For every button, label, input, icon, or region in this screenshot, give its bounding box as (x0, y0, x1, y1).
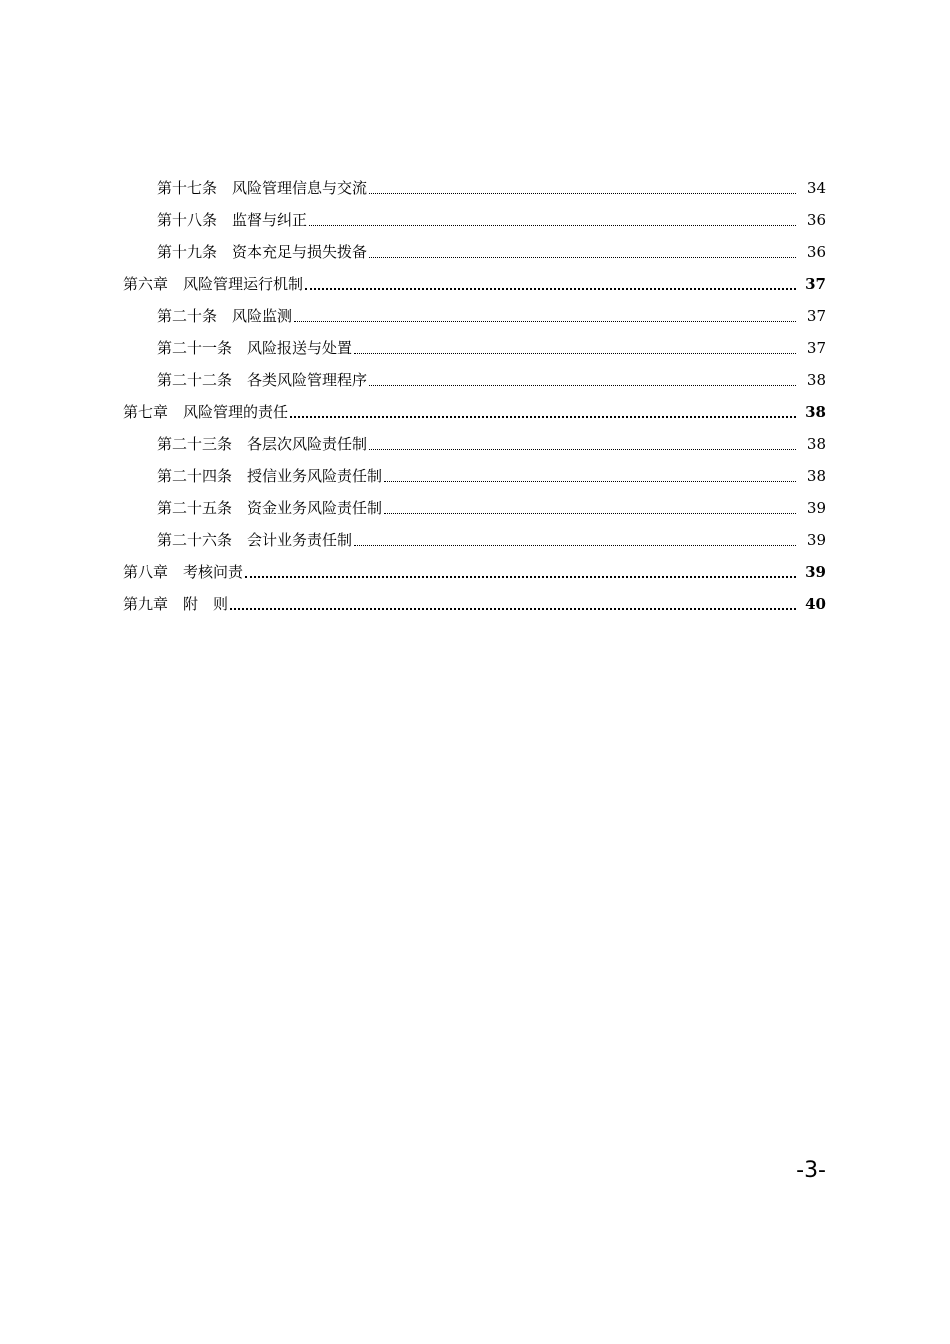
toc-entry[interactable] (0, 460, 950, 492)
toc-chapter-entry[interactable] (0, 396, 950, 428)
toc-dot-leader (354, 353, 796, 354)
toc-dot-leader (245, 576, 796, 578)
toc-dot-leader (369, 385, 796, 386)
toc-entry-title: 第十九条 资本充足与损失拨备 (157, 243, 368, 261)
toc-dot-leader (369, 449, 796, 450)
toc-entry-page: 40 (805, 595, 826, 613)
toc-entry-page: 38 (806, 371, 826, 389)
toc-dot-leader (384, 481, 796, 482)
toc-chapter-entry[interactable] (0, 268, 950, 300)
toc-dot-leader (309, 225, 796, 226)
toc-entry-title: 第八章 考核问责 (123, 563, 244, 581)
toc-entry-page: 39 (805, 563, 826, 581)
toc-entry-title: 第二十三条 各层次风险责任制 (157, 435, 368, 453)
toc-entry-page: 36 (806, 243, 826, 261)
toc-entry[interactable] (0, 332, 950, 364)
toc-dot-leader (369, 193, 796, 194)
toc-entry-page: 34 (806, 179, 826, 197)
toc-entry-page: 37 (805, 275, 826, 293)
toc-entry[interactable] (0, 492, 950, 524)
toc-entry-page: 38 (806, 467, 826, 485)
toc-dot-leader (290, 416, 796, 418)
toc-entry-title: 第二十二条 各类风险管理程序 (157, 371, 368, 389)
toc-entry[interactable] (0, 524, 950, 556)
toc-entry-page: 37 (806, 339, 826, 357)
toc-entry-title: 第二十四条 授信业务风险责任制 (157, 467, 383, 485)
toc-dot-leader (305, 288, 796, 290)
table-of-contents (0, 172, 950, 620)
toc-entry-title: 第六章 风险管理运行机制 (123, 275, 304, 293)
toc-dot-leader (384, 513, 796, 514)
toc-entry-page: 38 (805, 403, 826, 421)
toc-entry-title: 第十七条 风险管理信息与交流 (157, 179, 368, 197)
toc-entry[interactable] (0, 428, 950, 460)
toc-dot-leader (230, 608, 796, 610)
toc-entry[interactable] (0, 236, 950, 268)
toc-dot-leader (369, 257, 796, 258)
toc-entry-page: 37 (806, 307, 826, 325)
toc-chapter-entry[interactable] (0, 556, 950, 588)
toc-dot-leader (354, 545, 796, 546)
toc-entry-title: 第二十一条 风险报送与处置 (157, 339, 353, 357)
toc-dot-leader (294, 321, 796, 322)
toc-entry[interactable] (0, 364, 950, 396)
toc-entry-title: 第九章 附 则 (123, 595, 229, 613)
toc-entry-page: 39 (806, 531, 826, 549)
toc-entry-title: 第七章 风险管理的责任 (123, 403, 289, 421)
toc-entry-page: 39 (806, 499, 826, 517)
page-number: -3- (796, 1158, 826, 1183)
toc-entry-title: 第二十条 风险监测 (157, 307, 293, 325)
toc-entry-title: 第二十五条 资金业务风险责任制 (157, 499, 383, 517)
toc-chapter-entry[interactable] (0, 588, 950, 620)
toc-entry-title: 第二十六条 会计业务责任制 (157, 531, 353, 549)
toc-entry-page: 36 (806, 211, 826, 229)
toc-entry[interactable] (0, 204, 950, 236)
toc-entry[interactable] (0, 172, 950, 204)
toc-entry[interactable] (0, 300, 950, 332)
toc-entry-title: 第十八条 监督与纠正 (157, 211, 308, 229)
toc-entry-page: 38 (806, 435, 826, 453)
